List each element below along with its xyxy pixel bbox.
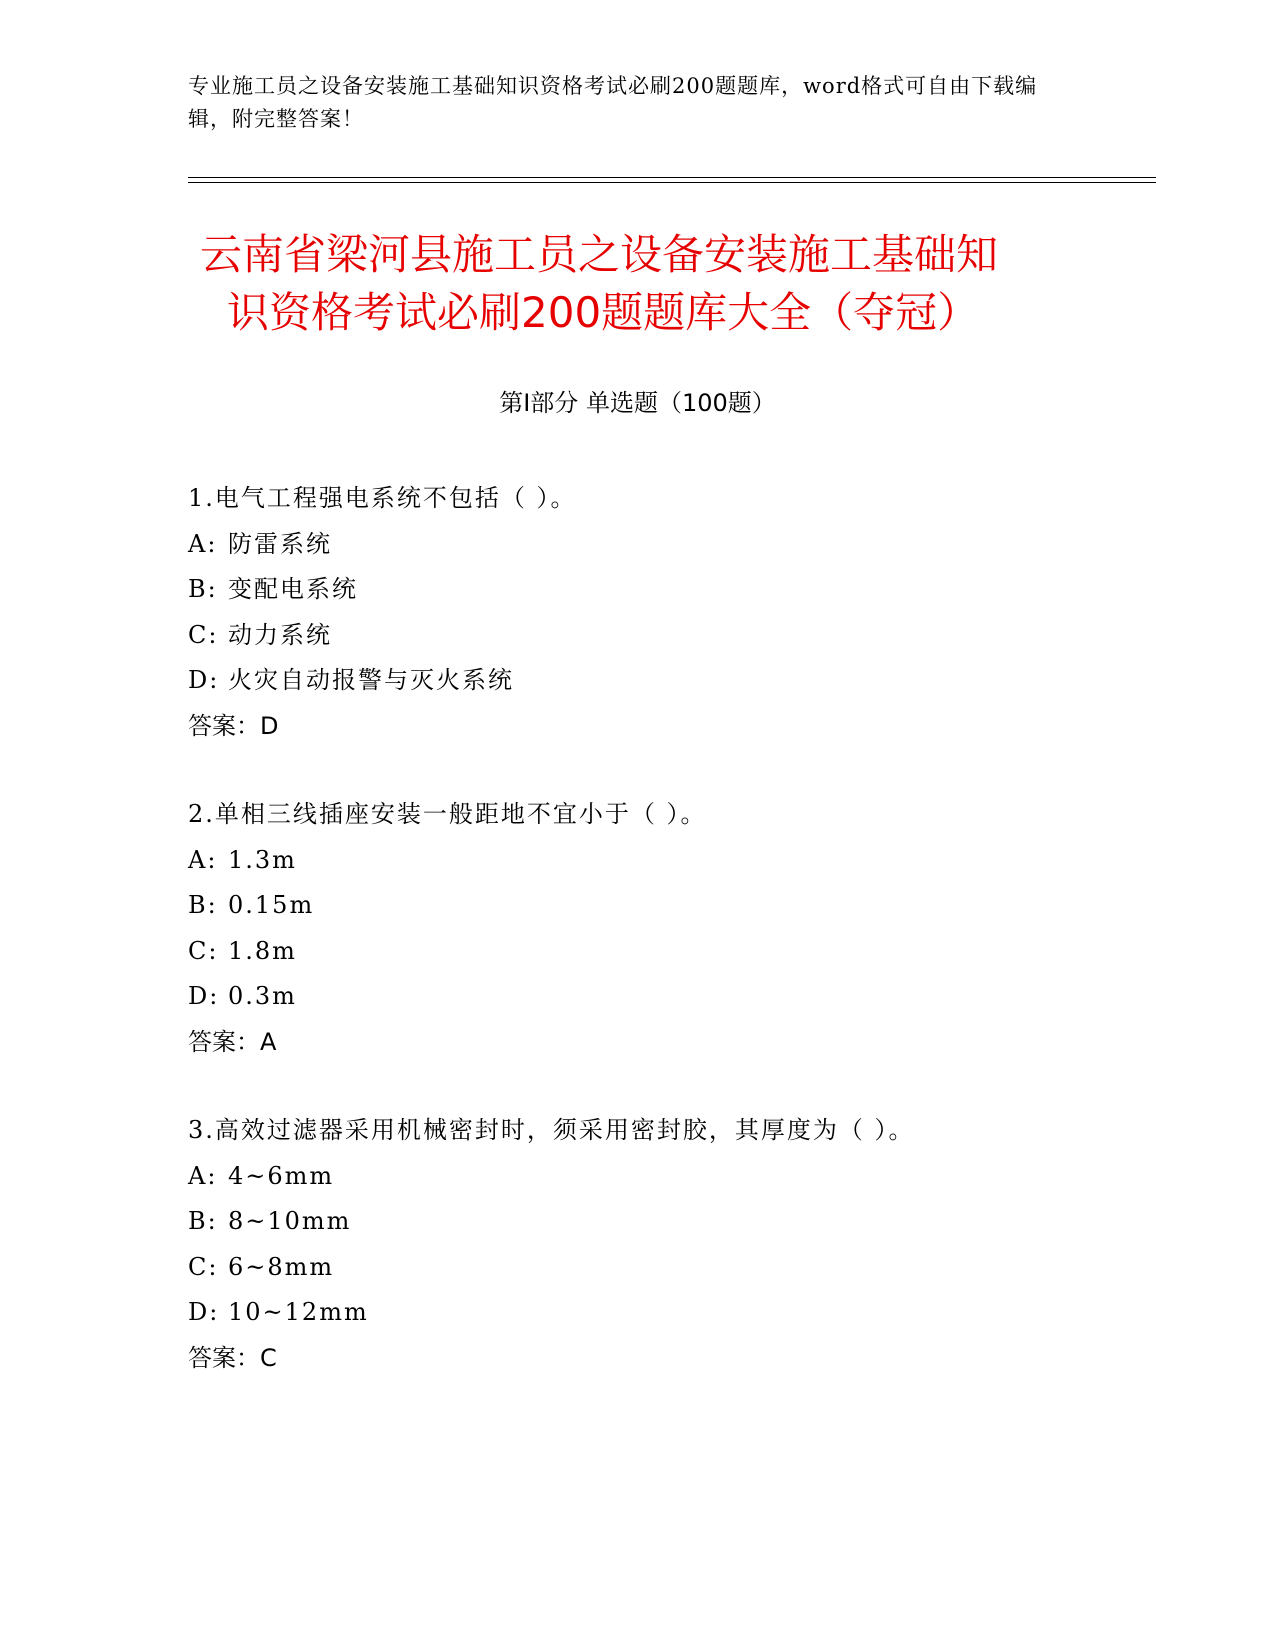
option-c: [188, 929, 1148, 975]
option-key: C:: [188, 620, 219, 649]
header-divider-top: [188, 177, 1156, 178]
option-a: [188, 838, 1148, 884]
section-title: 第Ⅰ部分 单选题（100题）: [499, 389, 776, 417]
option-key: B:: [188, 575, 218, 603]
answer-value: A: [260, 1027, 277, 1056]
option-text: 防雷系统: [228, 529, 332, 558]
answer-label: 答案：: [188, 1343, 260, 1372]
answer-value: C: [260, 1343, 277, 1372]
answer-label: 答案：: [188, 1027, 260, 1056]
question-3: [188, 1108, 1148, 1381]
option-c: [188, 1245, 1148, 1291]
option-b: [188, 1199, 1148, 1245]
question-stem: 2.单相三线插座安装一般距地不宜小于（ ）。: [188, 800, 707, 828]
question-2: [188, 792, 1148, 1065]
option-d: [188, 658, 1148, 704]
option-key: A:: [188, 1161, 218, 1190]
option-text: 动力系统: [228, 620, 332, 649]
option-text: 6~8mm: [228, 1252, 335, 1281]
option-d: [188, 1290, 1148, 1336]
option-text: 8~10mm: [228, 1207, 352, 1235]
option-text: 变配电系统: [228, 575, 358, 603]
option-key: D:: [188, 1298, 220, 1326]
option-text: 0.3m: [228, 982, 297, 1010]
option-text: 1.3m: [228, 845, 297, 874]
option-key: B:: [188, 1207, 218, 1235]
option-c: [188, 613, 1148, 659]
question-stem: 3.高效过滤器采用机械密封时，须采用密封胶，其厚度为（ ）。: [188, 1116, 915, 1144]
option-key: A:: [188, 529, 218, 558]
answer: [188, 1020, 1148, 1066]
option-key: D:: [188, 982, 220, 1010]
answer: [188, 1336, 1148, 1382]
document-title: [200, 226, 1080, 342]
answer: [188, 704, 1148, 750]
option-key: C:: [188, 936, 219, 965]
option-a: [188, 1154, 1148, 1200]
answer-value: D: [260, 711, 279, 740]
option-b: [188, 883, 1148, 929]
answer-label: 答案：: [188, 711, 260, 740]
option-key: A:: [188, 845, 218, 874]
option-text: 0.15m: [228, 891, 315, 919]
question-stem: 1.电气工程强电系统不包括（ ）。: [188, 484, 577, 512]
document-title-line-1: 云南省梁河县施工员之设备安装施工基础知: [200, 230, 999, 279]
option-d: [188, 974, 1148, 1020]
option-a: [188, 522, 1148, 568]
document-title-line-2: 识资格考试必刷200题题库大全（夺冠）: [227, 288, 980, 337]
option-key: B:: [188, 891, 218, 919]
option-text: 1.8m: [228, 936, 297, 965]
option-b: [188, 567, 1148, 613]
option-text: 10~12mm: [228, 1298, 369, 1326]
question-1: [188, 476, 1148, 749]
option-key: C:: [188, 1252, 219, 1281]
question-list: [188, 476, 1148, 1424]
option-text: 4~6mm: [228, 1161, 335, 1190]
header-divider-bottom: [188, 182, 1156, 183]
option-key: D:: [188, 666, 220, 694]
option-text: 火灾自动报警与灭火系统: [228, 666, 514, 694]
header-note: 专业施工员之设备安装施工基础知识资格考试必刷200题题库，word格式可自由下载编辑，附完整答案！: [188, 74, 1038, 131]
